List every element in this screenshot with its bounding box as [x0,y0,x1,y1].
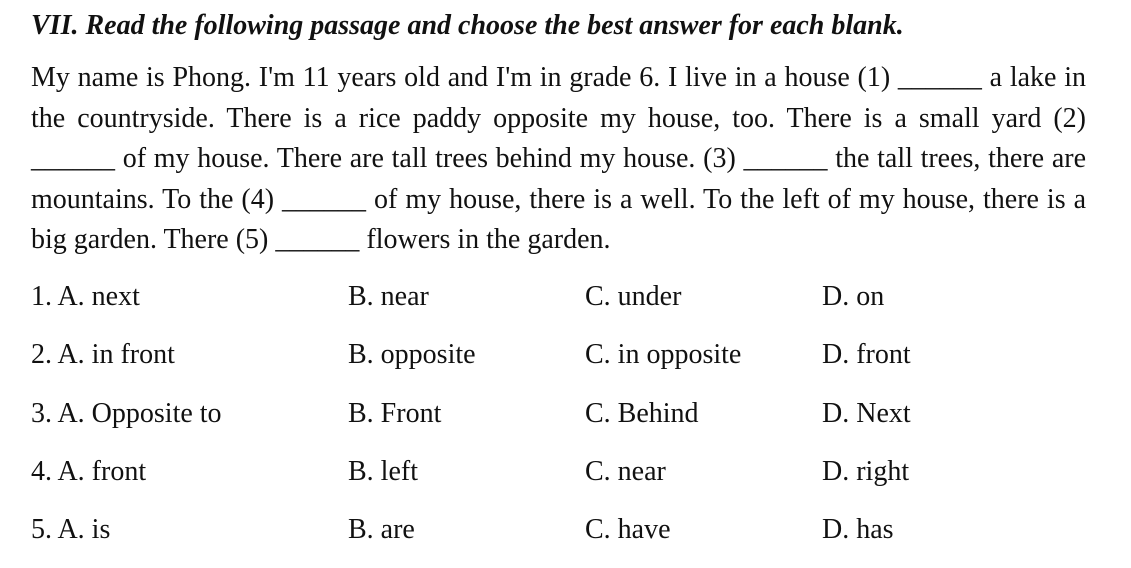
question-row-2 [31,335,1111,393]
option-a: 2. A. in front [31,339,175,371]
option-d: D. Next [822,397,911,429]
question-row-5 [31,510,1111,568]
option-a: 3. A. Opposite to [31,397,222,429]
option-a: 1. A. next [31,280,140,312]
option-b: B. near [348,280,429,312]
answer-options [31,277,1111,568]
question-row-3 [31,394,1111,452]
option-c: C. have [585,514,671,546]
exercise-heading: VII. Read the following passage and choose the best answer for each blank. [31,10,904,41]
option-b: B. Front [348,397,442,429]
option-c: C. under [585,280,682,312]
option-c: C. near [585,455,666,487]
option-a: 4. A. front [31,455,147,487]
option-d: D. front [822,339,911,371]
option-c: C. Behind [585,397,699,429]
question-row-4 [31,452,1111,510]
option-a: 5. A. is [31,514,111,546]
option-d: D. right [822,455,910,487]
option-d: D. on [822,280,885,312]
option-b: B. left [348,455,418,487]
reading-passage: My name is Phong. I'm 11 years old and I'm in grade 6. I live in a house (1) ______ a lake in the countryside. There is a rice paddy opposite my house, too. There is a small yard (2) ______ of my house. There are tall trees behind my house. (3) ______ the tall trees, there are mountains. To the (4) ______ of my house, there is a well. To the left of my house, there is a big garden. There (5) ______ flowers in the garden. [31,62,1086,256]
option-b: B. are [348,514,415,546]
option-c: C. in opposite [585,339,742,371]
option-b: B. opposite [348,339,476,371]
question-row-1 [31,277,1111,335]
option-d: D. has [822,514,894,546]
